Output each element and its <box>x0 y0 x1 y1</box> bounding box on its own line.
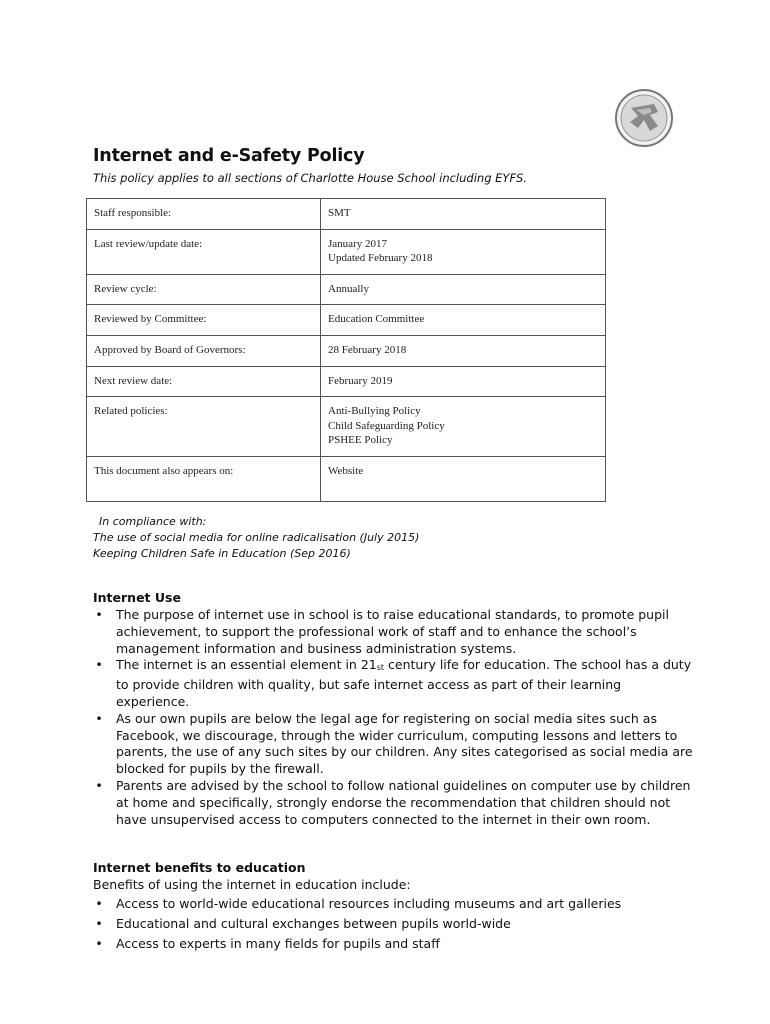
list-item <box>93 657 693 710</box>
policy-details-table <box>86 198 606 502</box>
row-value <box>321 229 606 274</box>
list-item-text: As our own pupils are below the legal age for registering on social media sites such as Facebook, we discourage, through the wider curriculum, computing lessons and letters to parents, the use of any such sites by our children. Any sites categorised as social media are blocked for pupils by the firewall. <box>116 710 693 777</box>
school-crest-logo <box>614 88 674 148</box>
list-item-text: The purpose of internet use in school is to raise educational standards, to promote pupil achievement, to support the professional work of staff and to enhance the school’s management information and business administration systems. <box>116 607 669 656</box>
row-label: Related policies: <box>87 397 321 457</box>
row-label: Reviewed by Committee: <box>87 305 321 336</box>
list-item <box>93 778 693 828</box>
benefits-list <box>93 894 693 954</box>
table-row <box>87 199 606 230</box>
row-value <box>321 199 606 230</box>
table-row <box>87 274 606 305</box>
list-item <box>93 711 693 778</box>
bullet-icon: • <box>95 777 103 793</box>
benefits-heading: Internet benefits to education <box>93 860 306 875</box>
table-row <box>87 229 606 274</box>
table-row <box>87 335 606 366</box>
table-row <box>87 305 606 336</box>
row-label: Last review/update date: <box>87 229 321 274</box>
row-value <box>321 305 606 336</box>
value-line: PSHEE Policy <box>328 434 393 447</box>
value-line: Child Safeguarding Policy <box>328 419 445 432</box>
list-item <box>93 607 693 657</box>
bullet-icon: • <box>95 710 103 726</box>
table-row <box>87 397 606 457</box>
value-line: February 2019 <box>328 374 393 387</box>
bullet-icon: • <box>95 607 103 622</box>
row-value <box>321 366 606 397</box>
list-item <box>93 934 693 954</box>
list-item-text: Access to experts in many fields for pupils and staff <box>116 936 440 951</box>
superscript: st <box>376 663 385 673</box>
list-item-text: The internet is an essential element in 21 <box>116 657 377 673</box>
row-label: Next review date: <box>87 366 321 397</box>
compliance-heading: In compliance with: <box>99 515 207 528</box>
row-value <box>321 397 606 457</box>
value-line: Education Committee <box>328 313 425 326</box>
bullet-icon: • <box>95 896 103 911</box>
row-label: Review cycle: <box>87 274 321 305</box>
row-value <box>321 457 606 502</box>
value-line: January 2017 <box>328 237 387 250</box>
list-item <box>93 894 693 914</box>
compliance-block <box>93 514 419 562</box>
benefits-intro: Benefits of using the internet in education include: <box>93 877 411 892</box>
row-label: Approved by Board of Governors: <box>87 335 321 366</box>
bullet-icon: • <box>95 657 103 673</box>
row-value <box>321 274 606 305</box>
bullet-icon: • <box>95 916 103 931</box>
row-label: This document also appears on: <box>87 457 321 502</box>
list-item-text: Access to world-wide educational resources including museums and art galleries <box>116 896 622 911</box>
value-line: Website <box>328 465 364 478</box>
value-line: Anti-Bullying Policy <box>328 405 421 418</box>
compliance-line: The use of social media for online radicalisation (July 2015) <box>93 531 420 544</box>
value-line: SMT <box>328 207 351 219</box>
value-line: Annually <box>328 282 369 295</box>
list-item-text: Parents are advised by the school to follow national guidelines on computer use by children at home and specifically, strongly endorse the recommendation that children should not have unsupervised access to computers connected to the internet in their own room. <box>116 777 691 827</box>
value-line: 28 February 2018 <box>328 343 407 356</box>
document-subtitle: This policy applies to all sections of Charlotte House School including EYFS. <box>93 171 528 185</box>
value-line: Updated February 2018 <box>328 252 433 265</box>
compliance-line: Keeping Children Safe in Education (Sep 2016) <box>93 547 351 560</box>
list-item-text: century life for education. The school has a duty to provide children with quality, but safe internet access as part of their learning experience. <box>116 657 692 709</box>
row-label: Staff responsible: <box>87 199 321 230</box>
table-row <box>87 457 606 502</box>
list-item-text: Educational and cultural exchanges between pupils world-wide <box>116 916 511 931</box>
list-item <box>93 914 693 934</box>
internet-use-heading: Internet Use <box>93 590 181 605</box>
internet-use-list <box>93 607 693 828</box>
row-value <box>321 335 606 366</box>
bullet-icon: • <box>95 936 103 951</box>
document-title: Internet and e-Safety Policy <box>93 146 365 166</box>
table-row <box>87 366 606 397</box>
